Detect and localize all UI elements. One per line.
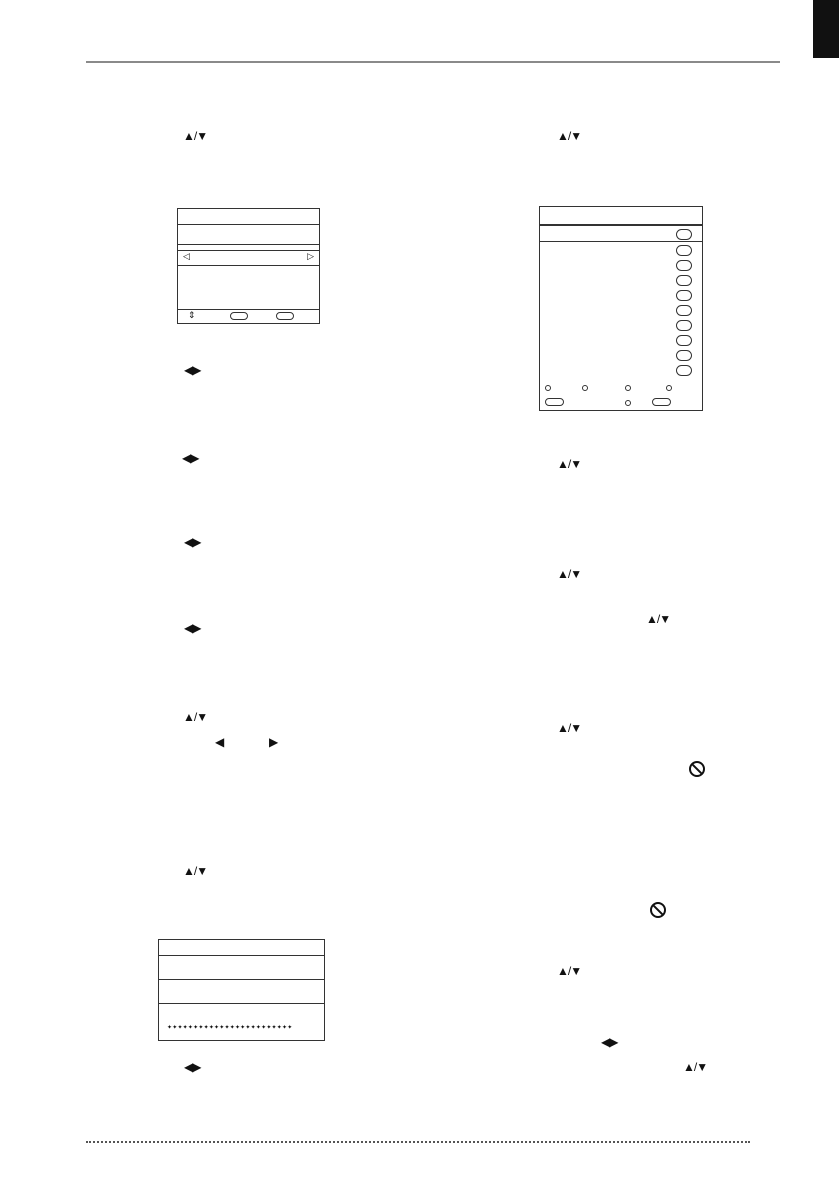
channel-oval	[676, 335, 692, 346]
legend-dot	[625, 400, 631, 406]
no-entry-icon	[689, 761, 705, 777]
no-entry-icon	[650, 902, 666, 918]
up-down-arrows: ▲/▼	[557, 457, 582, 471]
right-arrow: ▶	[269, 735, 278, 749]
channel-oval	[676, 350, 692, 361]
legend-dot	[666, 385, 672, 391]
legend-button-oval	[652, 398, 671, 406]
channel-list-panel	[539, 206, 703, 411]
password-panel	[158, 939, 325, 1041]
left-arrow: ◀	[215, 735, 224, 749]
thumb-tab	[813, 0, 839, 58]
up-down-arrows: ▲/▼	[183, 129, 208, 143]
right-hollow-arrow-icon: ▷	[307, 251, 314, 261]
navigate-icon: ⇕	[188, 310, 196, 320]
left-right-arrows: ◀▶	[184, 1060, 201, 1074]
left-right-arrows: ◀▶	[184, 535, 201, 549]
channel-oval	[676, 290, 692, 301]
up-down-arrows: ▲/▼	[183, 710, 208, 724]
up-down-arrows: ▲/▼	[557, 129, 582, 143]
up-down-arrows: ▲/▼	[557, 721, 582, 735]
legend-dot	[545, 385, 551, 391]
left-right-arrows: ◀▶	[182, 451, 199, 465]
channel-oval	[676, 305, 692, 316]
up-down-arrows: ▲/▼	[683, 1060, 708, 1074]
left-right-arrows: ◀▶	[184, 621, 201, 635]
legend-dot	[625, 385, 631, 391]
selected-row	[177, 250, 320, 266]
up-down-arrows: ▲/▼	[557, 567, 582, 581]
channel-oval	[676, 260, 692, 271]
up-down-arrows: ▲/▼	[183, 864, 208, 878]
left-hollow-arrow-icon: ◁	[183, 251, 190, 261]
up-down-arrows: ▲/▼	[646, 612, 671, 626]
up-down-arrows: ▲/▼	[557, 964, 582, 978]
channel-oval	[676, 275, 692, 286]
channel-oval	[676, 365, 692, 376]
footer-dotted-rule	[86, 1141, 750, 1143]
left-right-arrows: ◀▶	[184, 363, 201, 377]
legend-dot	[582, 385, 588, 391]
channel-oval	[676, 245, 692, 256]
password-mask: ✦✦✦✦✦✦✦✦✦✦✦✦✦✦✦✦✦✦✦✦✦✦✦✦	[167, 1025, 293, 1031]
left-right-arrows: ◀▶	[601, 1035, 618, 1049]
channel-oval	[676, 320, 692, 331]
exit-button-oval	[276, 312, 294, 320]
channel-oval	[676, 229, 692, 240]
legend-button-oval	[545, 398, 564, 406]
header-rule	[86, 61, 780, 63]
menu-panel	[177, 208, 320, 324]
menu-button-oval	[230, 312, 248, 320]
